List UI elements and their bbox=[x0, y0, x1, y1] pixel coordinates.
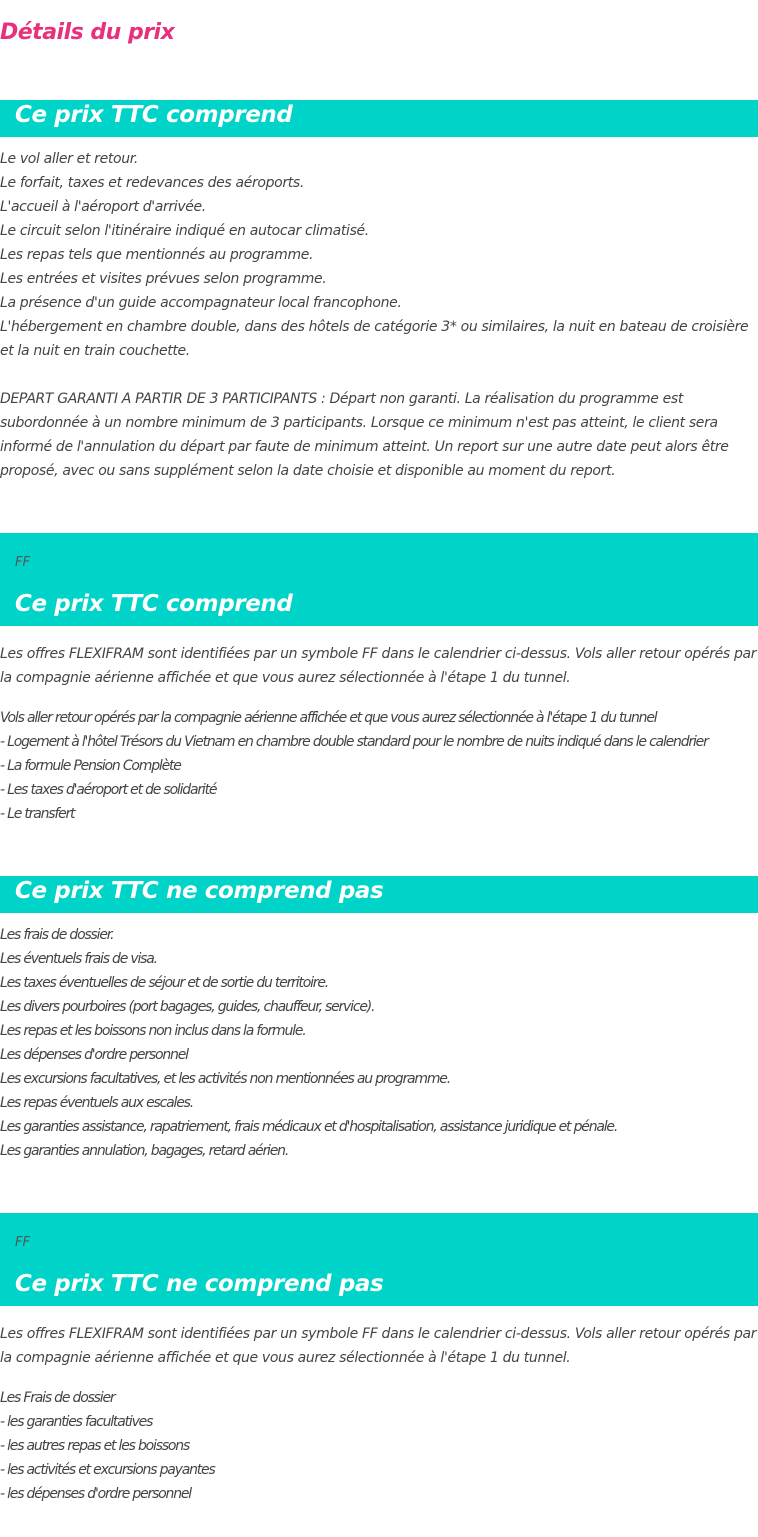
section-header-includes bbox=[0, 100, 758, 137]
list-item: - La formule Pension Complète bbox=[0, 758, 181, 774]
ff-includes-list bbox=[0, 706, 758, 826]
list-item: - les autres repas et les boissons bbox=[0, 1438, 190, 1454]
list-item: Les repas tels que mentionnés au programme. bbox=[0, 247, 314, 263]
list-item: L'hébergement en chambre double, dans des hôtels de catégorie 3* ou similaires, la nuit en bateau de croisière et la nuit en train couchette. bbox=[0, 319, 749, 359]
section-title: Ce prix TTC comprend bbox=[15, 591, 293, 617]
ff-code: FF bbox=[15, 1235, 30, 1250]
section-title: Ce prix TTC ne comprend pas bbox=[15, 878, 384, 904]
list-item: Les taxes éventuelles de séjour et de sortie du territoire. bbox=[0, 975, 328, 991]
intro-text: Les offres FLEXIFRAM sont identifiées par un symbole FF dans le calendrier ci-dessus. Vols aller retour opérés par la compagnie aérienne affichée et que vous aurez sélectionnée à l'étape 1 du tunnel. bbox=[0, 646, 757, 686]
list-item: Les entrées et visites prévues selon programme. bbox=[0, 271, 327, 287]
list-item: Les dépenses d'ordre personnel bbox=[0, 1047, 188, 1063]
list-item: Le vol aller et retour. bbox=[0, 151, 138, 167]
list-item: La présence d'un guide accompagnateur local francophone. bbox=[0, 295, 402, 311]
list-item: Les repas éventuels aux escales. bbox=[0, 1095, 193, 1111]
intro-text: Les offres FLEXIFRAM sont identifiées par un symbole FF dans le calendrier ci-dessus. Vols aller retour opérés par la compagnie aérienne affichée et que vous aurez sélectionnée à l'étape 1 du tunnel. bbox=[0, 1326, 757, 1366]
list-item: Les éventuels frais de visa. bbox=[0, 951, 157, 967]
page-title: Détails du prix bbox=[0, 20, 175, 45]
list-item: - Les taxes d'aéroport et de solidarité bbox=[0, 782, 217, 798]
list-item: Les frais de dossier. bbox=[0, 927, 114, 943]
list-item: Les repas et les boissons non inclus dans la formule. bbox=[0, 1023, 306, 1039]
includes-list bbox=[0, 147, 758, 363]
list-item: - les garanties facultatives bbox=[0, 1414, 153, 1430]
list-item: - les activités et excursions payantes bbox=[0, 1462, 215, 1478]
excludes-list bbox=[0, 923, 758, 1163]
list-item: - les dépenses d'ordre personnel bbox=[0, 1486, 192, 1502]
list-item: Le circuit selon l'itinéraire indiqué en autocar climatisé. bbox=[0, 223, 369, 239]
ff-excludes-list bbox=[0, 1386, 758, 1506]
list-item: Les garanties annulation, bagages, retard aérien. bbox=[0, 1143, 289, 1159]
list-item: Les garanties assistance, rapatriement, frais médicaux et d'hospitalisation, assistance juridique et pénale. bbox=[0, 1119, 618, 1135]
list-item: Vols aller retour opérés par la compagnie aérienne affichée et que vous aurez sélectionnée à l'étape 1 du tunnel bbox=[0, 710, 657, 726]
guarantee-note bbox=[0, 387, 758, 483]
ff-includes-intro bbox=[0, 642, 758, 690]
list-item: Les divers pourboires (port bagages, guides, chauffeur, service). bbox=[0, 999, 375, 1015]
list-item: Le forfait, taxes et redevances des aéroports. bbox=[0, 175, 304, 191]
list-item: L'accueil à l'aéroport d'arrivée. bbox=[0, 199, 206, 215]
ff-excludes-intro bbox=[0, 1322, 758, 1370]
list-item: Les Frais de dossier bbox=[0, 1390, 115, 1406]
section-title: Ce prix TTC comprend bbox=[15, 102, 293, 128]
ff-code: FF bbox=[15, 555, 30, 570]
section-header-excludes bbox=[0, 876, 758, 913]
list-item: Les excursions facultatives, et les activités non mentionnées au programme. bbox=[0, 1071, 450, 1087]
list-item: - Logement à l'hôtel Trésors du Vietnam en chambre double standard pour le nombre de nuits indiqué dans le calendrier bbox=[0, 734, 708, 750]
note-text: DEPART GARANTI A PARTIR DE 3 PARTICIPANTS : Départ non garanti. La réalisation du programme est subordonnée à un nombre minimum de 3 participants. Lorsque ce minimum n'est pas atteint, le client sera informé de l'annulation du départ par faute de minimum atteint. Un report sur une autre date peut alors être proposé, avec ou sans supplément selon la date choisie et disponible au moment du report. bbox=[0, 391, 729, 479]
section-header-ff-excludes bbox=[0, 1213, 758, 1306]
list-item: - Le transfert bbox=[0, 806, 75, 822]
section-header-ff-includes bbox=[0, 533, 758, 626]
section-title: Ce prix TTC ne comprend pas bbox=[15, 1271, 384, 1297]
